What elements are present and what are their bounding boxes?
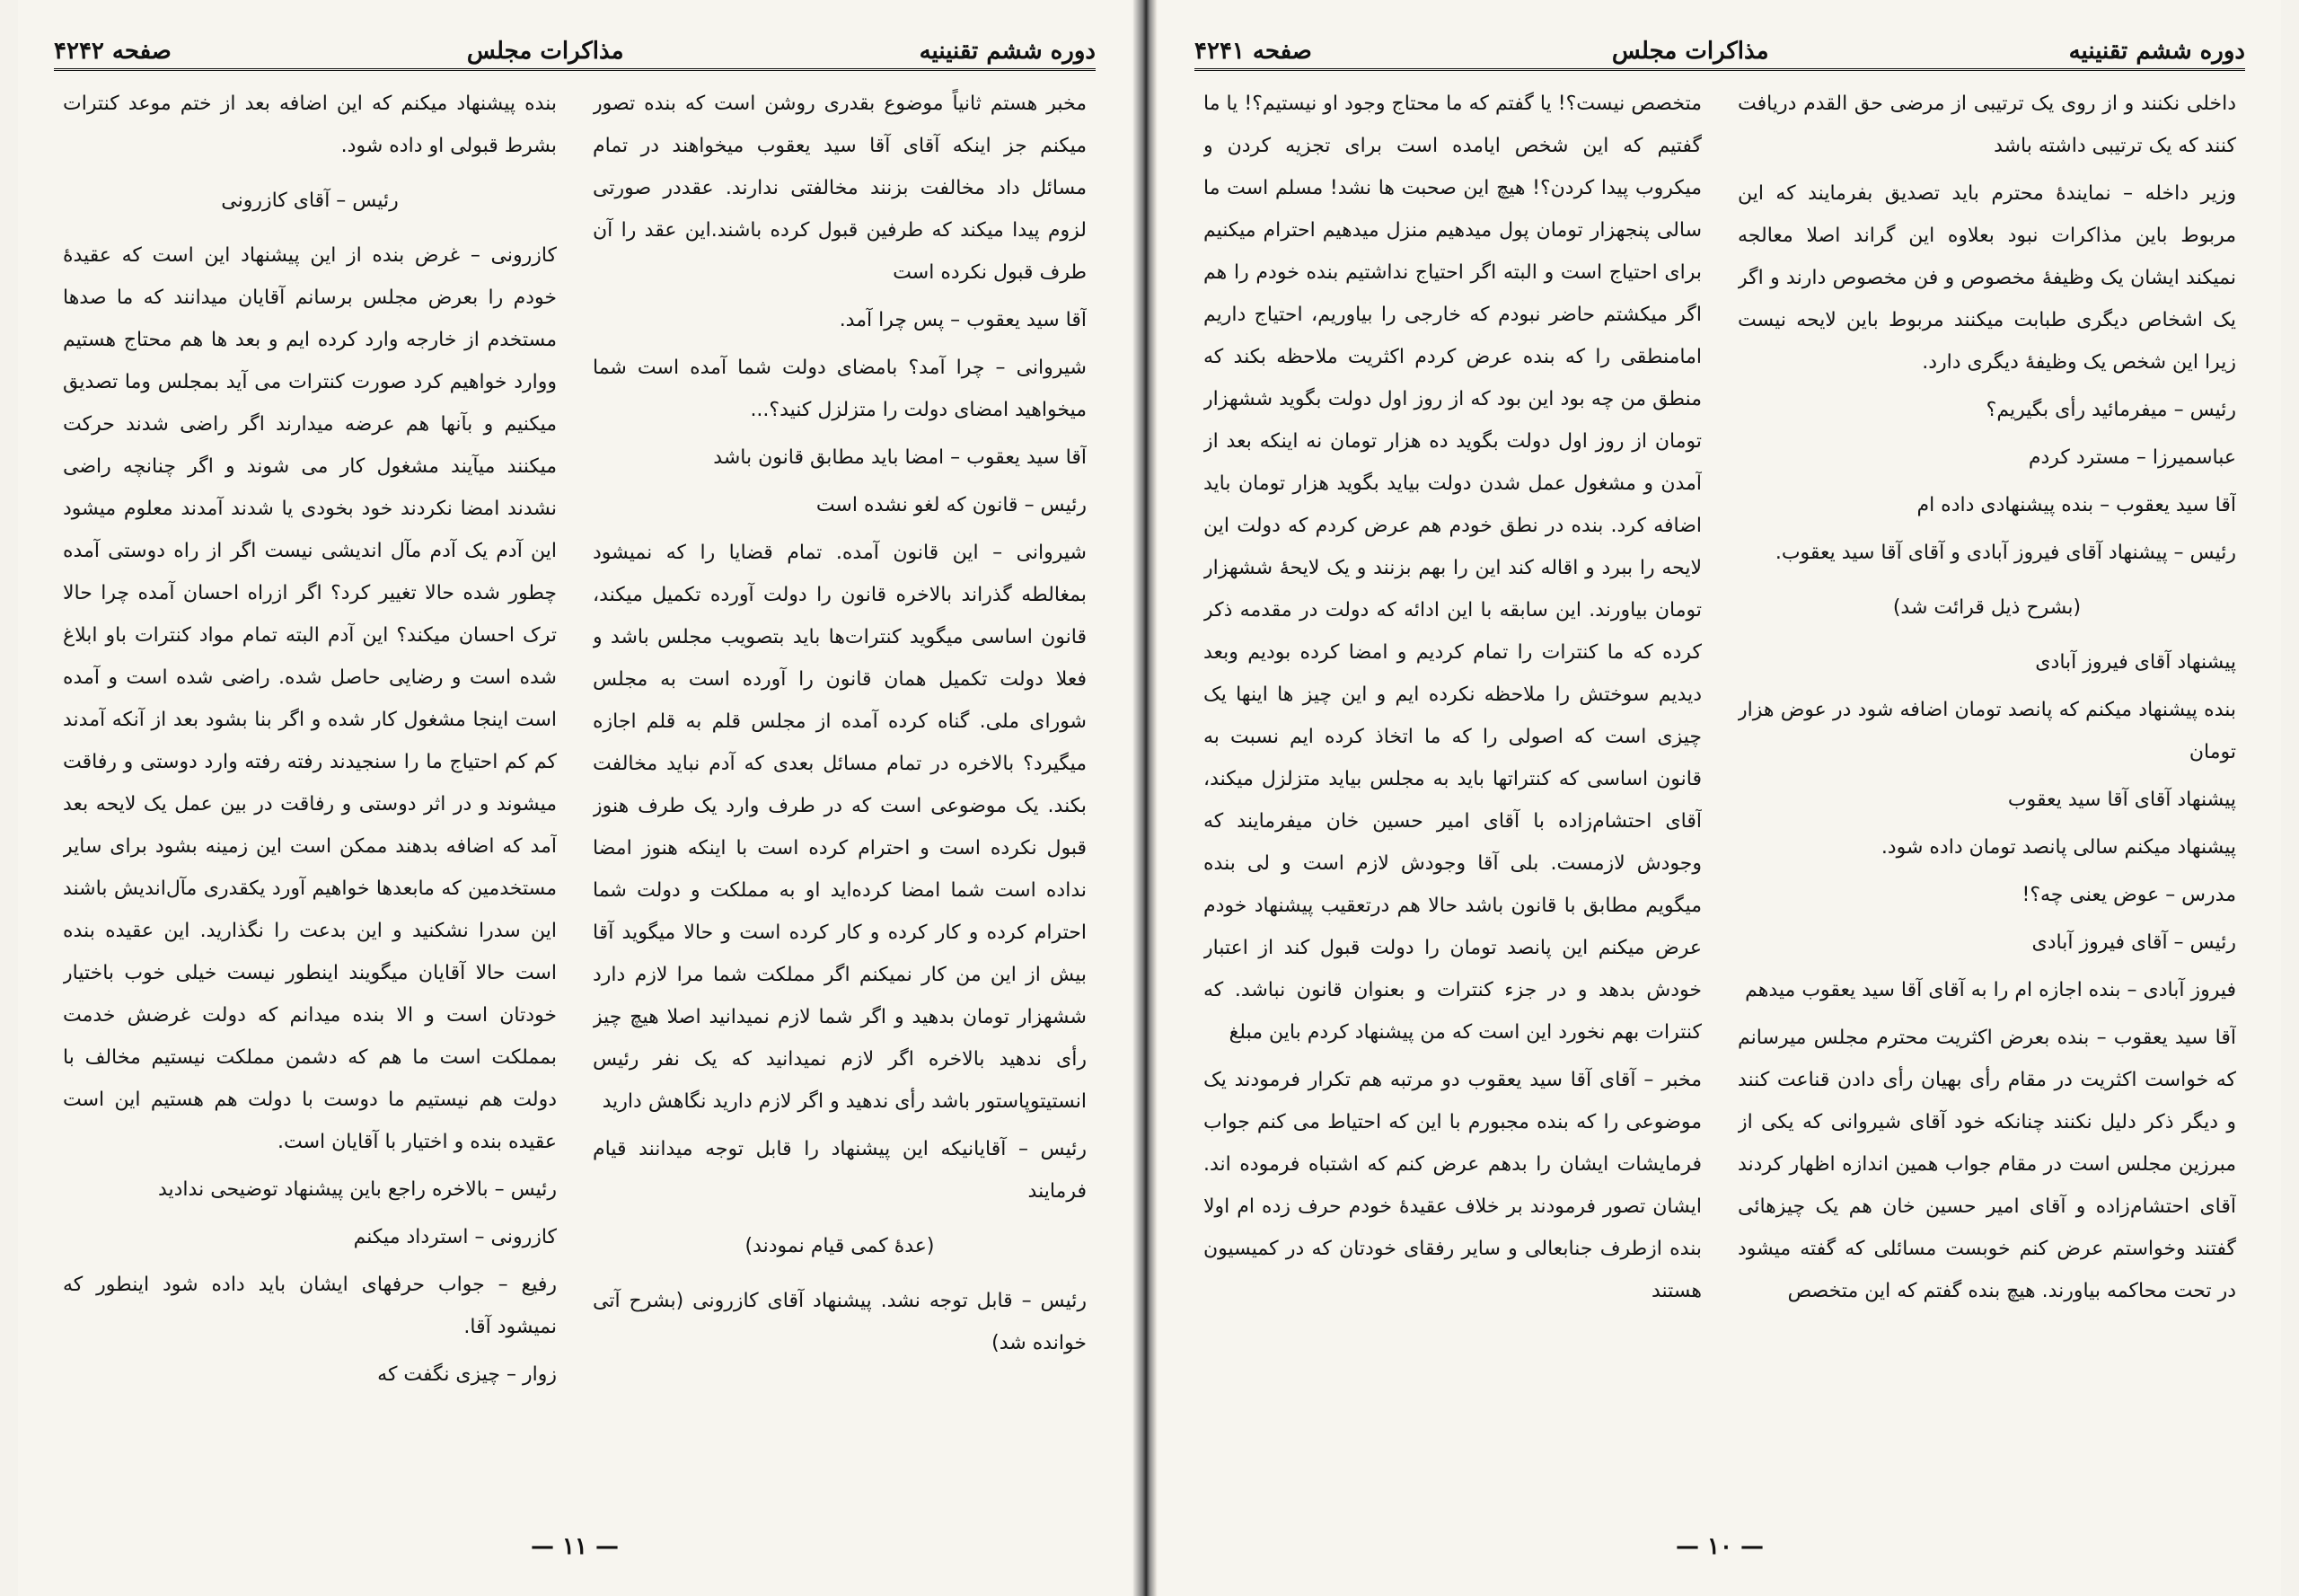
paragraph: مخبر – آقای آقا سید یعقوب دو مرتبه هم تکرار فرمودند یک موضوعی را که بنده مجبورم با این که احتیاط می کنم جواب فرمایشات ایشان را بدهم عرض کنم که اشتباه فرموده اند. ایشان تصور فرمودند بر خلاف عقیدهٔ خودم حرف زده ام اولا بنده ازطرف جنابعالی و سایر رفقای خودتان که در کمیسیون هستند <box>1203 1069 1702 1302</box>
paragraph: زوار – چیزی نگفت که <box>377 1363 557 1386</box>
paragraph: عباسمیرزا – مسترد کردم <box>2028 446 2236 469</box>
paragraph: (عدهٔ کمی قیام نمودند) <box>744 1235 935 1257</box>
left-page-footer: — ۱۱ — <box>530 1533 620 1560</box>
paragraph: پیشنهاد آقای فیروز آبادی <box>2035 651 2236 674</box>
paragraph: شیروانی – این قانون آمده. تمام قضایا را که نمیشود بمغالطه گذراند بالاخره قانون را دولت آورده تکمیل میکند، قانون اساسی میگوید کنترات‌ها باید بتصویب مجلس باشد و فعلا دولت تکمیل همان قانون را آورده است به مجلس شورای ملی. گناه کرده آمده از مجلس قلم به قلم اجازه میگیرد؟ بالاخره در تمام مسائل بعدی که آدم نباید مخالفت بکند. یک موضوعی است که در طرف وارد یک طرف هنوز قبول نکرده است و احترام کرده است با اینکه هنوز امضا نداده است شما امضا کرده‌اید او به مملکت و دولت شما احترام کرده و کار کرده و کار کرده است و حالا میگوید آقا بیش از این من کار نمیکنم اگر مملکت شما مرا لازم دارد ششهزار تومان بدهید و اگر شما لازم نمیدانید اصلا هیچ چیز رأی ندهید بالاخره اگر لازم نمیدانید که یک نفر رئیس انستیتوپاستور باشد رأی ندهید و اگر لازم دارید نگاهش دارید <box>593 542 1087 1113</box>
paragraph: رئیس – بالاخره راجع باین پیشنهاد توضیحی ندادید <box>157 1178 557 1201</box>
paragraph: آقا سید یعقوب – پس چرا آمد. <box>839 309 1087 331</box>
paragraph: شیروانی – چرا آمد؟ بامضای دولت شما آمده است شما میخواهید امضای دولت را متزلزل کنید؟... <box>593 357 1087 421</box>
paragraph: رئیس – پیشنهاد آقای فیروز آبادی و آقای آقا سید یعقوب. <box>1775 542 2236 564</box>
right-page-columns <box>1203 83 2236 1515</box>
left-header-page-number: صفحه ۴۲۴۲ <box>54 38 172 65</box>
right-page-column-right <box>1738 83 2236 1515</box>
paragraph: وزیر داخله – نمایندهٔ محترم باید تصدیق بفرمایند که این مربوط باین مذاکرات نبود بعلاوه این گراند اصلا معالجه نمیکند ایشان یک وظیفهٔ مخصوص و فن مخصوص دارند و اگر یک اشخاص دیگری طبابت میکنند مربوط باین لایحه نیست زیرا این شخص یک وظیفهٔ دیگری دارد. <box>1738 182 2236 374</box>
paragraph: مخبر هستم ثانیاً موضوع بقدری روشن است که بنده تصور میکنم جز اینکه آقای آقا سید یعقوب میخواهند در تمام مسائل داد مخالفت بزنند مخالفتی ندارند. عقددر صورتی لزوم پیدا میکند که طرفین قبول کرده باشند.این عقد را آن طرف قبول نکرده است <box>593 93 1087 284</box>
paragraph: رفیع – جواب حرفهای ایشان باید داده شود اینطور که نمیشود آقا. <box>63 1274 557 1338</box>
right-page <box>1158 0 2281 1596</box>
paragraph: رئیس – آقای کازرونی <box>221 190 399 212</box>
paragraph: کازرونی – غرض بنده از این پیشنهاد این است که عقیدهٔ خودم را بعرض مجلس برسانم آقایان میدانند که ما صدها مستخدم از خارجه وارد کرده ایم و بعد ها هم محتاج هستیم ووارد خواهیم کرد صورت کنترات می آید بمجلس وما تصدیق میکنیم و بآنها هم عرضه میدارند اگر راضی شدند حرکت میکنند میآیند مشغول کار می شوند و اگر چنانچه راضی نشدند امضا نکردند خود بخودی یا شدند آمدند معلوم میشود این آدم یک آدم مآل اندیشی نیست اگر از راه دوستی آمده چطور شده حالا تغییر کرد؟ اگر ازراه احسان آمده چرا حالا ترک احسان میکند؟ این آدم البته تمام مواد کنترات باو ابلاغ شده است و رضایی حاصل شده. راضی شده است و آمده است اینجا مشغول کار شده و اگر بنا بشود بعد از آنکه آمدند کم کم احتیاج ما را سنجیدند رفته رفته وارد دوستی و رفاقت میشوند و در اثر دوستی و رفاقت در بین عمل یک لایحه بعد آمد که اضافه بدهند ممکن است این زمینه بشود برای سایر مستخدمین که مابعدها خواهیم آورد یکقدری مآل‌اندیش باشند این سدرا نشکنید و این بدعت را نگذارید. این عقیده بنده است حالا آقایان میگویند اینطور نیست خیلی خوب باختیار خودتان است و الا بنده میدانم که دولت غرضش خدمت بمملکت است ما هم که دشمن مملکت نیستیم مخالف با دولت هم نیستیم ما دوست با دولت هم هستیم این است عقیده بنده و اختیار با آقایان است. <box>63 244 557 1153</box>
paragraph: رئیس – آقای فیروز آبادی <box>2031 931 2236 954</box>
paragraph: پیشنهاد میکنم سالی پانصد تومان داده شود. <box>1881 836 2236 859</box>
left-header-right: دوره ششم تقنینیه <box>919 38 1096 65</box>
paragraph: آقا سید یعقوب – امضا باید مطابق قانون باشد <box>713 446 1087 469</box>
paragraph: آقا سید یعقوب – بنده پیشنهادی داده ام <box>1916 494 2236 516</box>
paragraph: متخصص نیست؟! یا گفتم که ما محتاج وجود او نیستیم؟! یا ما گفتیم که این شخص ایامده است برای تجزیه کردن و میکروب پیدا کردن؟! هیچ این صحبت ها نشد! مسلم است ما سالی پنجهزار تومان پول میدهیم منزل میدهیم احترام میکنیم برای احتیاج است و البته اگر احتیاج نداشتیم بنده خودم را هم اگر میکشتم حاضر نبودم که خارجی را بیاوریم، احتیاج داریم امامنطقی را که بنده عرض کردم اکثریت ملاحظه بکند که منطق من چه بود این بود که از روز اول دولت بگوید ششهزار تومان از روز اول دولت بگوید ده هزار تومان نه اینکه بعد از آمدن و مشغول عمل شدن دولت بیاید بگوید هزار تومان باید اضافه کرد. بنده در نطق خودم هم عرض کردم که دولت این لایحه را ببرد و اقاله کند این را بهم بزنند و یک لایحهٔ ششهزار تومان بیاورند. این سابقه با این ادائه که دولت در مقدمه ذکر کرده که ما کنترات را تمام کردیم و امضا کرده بودیم وبعد دیدیم سوختش را ملاحظه نکرده ایم و این چیز ها اینها یک چیزی است که اصولی را که ما اتخاذ کرده ایم نسبت به قانون اساسی که کنتراتها باید به مجلس بیاید متزلزل میکند، آقای احتشام‌زاده با آقای امیر حسین خان میفرمایند که وجودش لازمست. بلی آقا وجودش لازم است و لی بنده میگویم مطابق با قانون باشد حالا هم درتعقیب پیشنهاد خودم عرض میکنم این پانصد تومان را دولت قبول کند از اعتبار خودش بدهد و در جزء کنترات و بعنوان قانون نباشد. که کنترات بهم نخورد این است که من پیشنهاد کردم باین مبلغ <box>1203 93 1702 1044</box>
left-page-column-right <box>593 83 1087 1515</box>
paragraph: رئیس – قابل توجه نشد. پیشنهاد آقای کازرونی (بشرح آتی خوانده شد) <box>593 1290 1087 1354</box>
paragraph: رئیس – قانون که لغو نشده است <box>815 494 1087 516</box>
paragraph: رئیس – آقایانیکه این پیشنهاد را قابل توجه میدانند قیام فرمایند <box>593 1138 1087 1203</box>
paragraph: کازرونی – استرداد میکنم <box>353 1226 557 1248</box>
left-page-header <box>54 25 1096 71</box>
left-header-center: مذاکرات مجلس <box>466 38 624 65</box>
book-gutter <box>1133 0 1157 1596</box>
left-page <box>18 0 1132 1596</box>
right-header-center: مذاکرات مجلس <box>1611 38 1769 65</box>
paragraph: داخلی نکنند و از روی یک ترتیبی از مرضی حق القدم دریافت کنند که یک ترتیبی داشته باشد <box>1738 93 2236 157</box>
paragraph: مدرس – عوض یعنی چه؟! <box>2022 884 2236 906</box>
paragraph: بنده پیشنهاد میکنم که این اضافه بعد از ختم موعد کنترات بشرط قبولی او داده شود. <box>63 93 557 157</box>
left-page-columns <box>63 83 1087 1515</box>
right-header-page-number: صفحه ۴۲۴۱ <box>1194 38 1312 65</box>
right-page-header <box>1194 25 2245 71</box>
paragraph: بنده پیشنهاد میکنم که پانصد تومان اضافه شود در عوض هزار تومان <box>1738 699 2236 763</box>
right-page-column-left <box>1203 83 1702 1515</box>
paragraph: رئیس – میفرمائید رأی بگیریم؟ <box>1986 399 2236 421</box>
paragraph: (بشرح ذیل قرائت شد) <box>1892 596 2082 619</box>
paragraph: آقا سید یعقوب – بنده بعرض اکثریت محترم مجلس میرسانم که خواست اکثریت در مقام رأی بهیان رأی دادن قناعت کنند و دیگر ذکر دلیل نکنند چنانکه خود آقای شیروانی که یکی از مبرزین مجلس است در مقام جواب همین اندازه اظهار کردند آقای احتشام‌زاده و آقای امیر حسین خان هم یک چیزهائی گفتند وخواستم عرض کنم خوبست مسائلی که گفته میشود در تحت محاکمه بیاورند. هیچ بنده گفتم که این متخصص <box>1738 1027 2236 1302</box>
paragraph: فیروز آبادی – بنده اجازه ام را به آقای آقا سید یعقوب میدهم <box>1745 979 2236 1001</box>
right-page-footer: — ۱۰ — <box>1675 1533 1765 1560</box>
right-header-right: دوره ششم تقنینیه <box>2068 38 2245 65</box>
left-page-column-left <box>63 83 557 1515</box>
paragraph: پیشنهاد آقای آقا سید یعقوب <box>2007 789 2236 811</box>
